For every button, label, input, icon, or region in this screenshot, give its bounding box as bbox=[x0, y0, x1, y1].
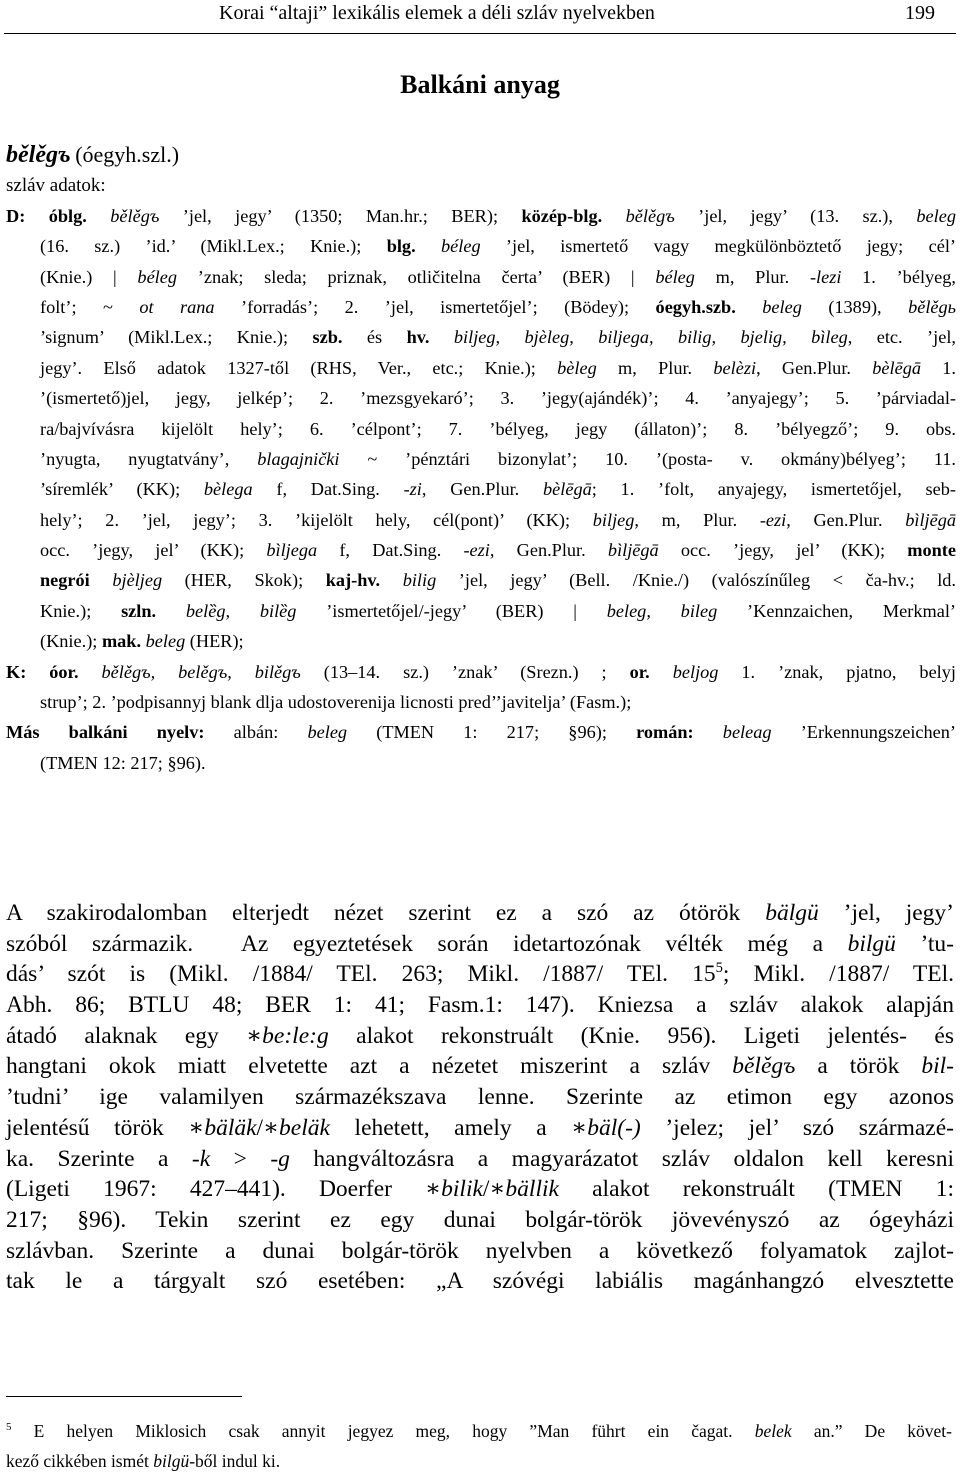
footnote bbox=[6, 1416, 952, 1476]
entry-line: ra/bajvívásra kijelölt hely’; 6. ’célpont’; 7. ’bélyeg, jegy (állaton)’; 8. ’bélyegző’; 9. obs. bbox=[40, 418, 956, 439]
entry-line: Más balkáni nyelv: albán: beleg (TMEN 1: 217; §96); román: beleag ’Erkennungszeichen’ bbox=[6, 722, 957, 743]
footnote-line: $^5$ E helyen Miklosich csak annyit jegyez meg, hogy ”Man führt ein čagat. belek an.” De követ- bbox=[6, 1421, 952, 1441]
entry-line: hely’; 2. ’jel, jegy’; 3. ’kijelölt hely, cél(pont)’ (KK); biljeg, m, Plur. -ezi, Gen.Plur. bìljēgā bbox=[40, 509, 956, 530]
entry-line: (16. sz.) ’id.’ (Mikl.Lex.; Knie.); blg. béleg ’jel, ismertető vagy megkülönböztető jegy; cél’ bbox=[40, 236, 956, 257]
entry-line: ’síremlék’ (KK); bèlega f, Dat.Sing. -zi, Gen.Plur. bèlēgā; 1. ’folt, anyajegy, ismertetőjel, seb- bbox=[40, 479, 956, 500]
body-line: dás’ szót is (Mikl. /1884/ TEl. 263; Mikl. /1887/ TEl. $15^5$; Mikl. /1887/ TEl. bbox=[6, 960, 954, 988]
entry-line: ’(ismertető)jel, jegy, jelkép’; 2. ’mezsgyekaró’; 3. ’jegy(ajándék)’; 4. ’anyajegy’; 5. ’párviadal- bbox=[40, 388, 956, 409]
body-line: szlávban. Szerinte a dunai bolgár-török nyelvben a következő folyamatok zajlot- bbox=[6, 1237, 954, 1264]
body-line: szóból származik. Az egyeztetések során idetartozónak vélték még a bilgü ’tu- bbox=[6, 930, 954, 957]
entry-line: D: óblg. bělěgъ ’jel, jegy’ (1350; Man.hr.; BER); közép-blg. bělěgъ ’jel, jegy’ (13. sz.), beleg bbox=[6, 205, 956, 226]
footnote-rule bbox=[6, 1396, 242, 1397]
entry-line: ’nyugta, nyugtatvány’, blagajnički ~ ’pénztári bizonylat’; 10. ’(posta- v. okmány)bélyeg’; 11. bbox=[40, 448, 956, 469]
entry-line: (Knie.) | béleg ’znak; sleda; priznak, otličitelna čerta’ (BER) | béleg m, Plur. -lezi 1. ’bélyeg, bbox=[40, 266, 956, 287]
entry-line: ’signum’ (Mikl.Lex.; Knie.); szb. és hv. biljeg, bjèleg, biljega, bilig, bjelig, bìleg, etc. ’jel, bbox=[40, 327, 956, 348]
entry-line: strup’; 2. ’podpisannyj blank dlja udostoverenija licnosti pred’’javitelja’ (Fasm.); bbox=[40, 692, 632, 713]
entry-line: (Knie.); mak. beleg (HER); bbox=[40, 631, 244, 652]
header-rule bbox=[4, 33, 956, 34]
page-header bbox=[0, 0, 960, 38]
entry-line: occ. ’jegy, jel’ (KK); bìljega f, Dat.Sing. -ezi, Gen.Plur. bìljēgā occ. ’jegy, jel’ (KK); monte bbox=[40, 540, 957, 561]
running-title: Korai “altaji” lexikális elemek a déli szláv nyelvekben bbox=[219, 2, 655, 24]
body-line: ’tudni’ ige valamilyen származékszava lenne. Szerinte az etimon egy azonos bbox=[6, 1084, 954, 1111]
entry-line: bělěgъ (óegyh.szl.) bbox=[6, 142, 180, 168]
dictionary-entry bbox=[6, 140, 956, 778]
body-line: ka. Szerinte a -k > -g hangváltozásra a magyarázatot szláv oldalon kell keresni bbox=[6, 1145, 954, 1172]
body-line: 217; §96). Tekin szerint ez egy dunai bolgár-török jövevényszó az ógeyházi bbox=[6, 1206, 954, 1233]
section-title bbox=[0, 70, 960, 100]
entry-line: jegy’. Első adatok 1327-től (RHS, Ver., etc.; Knie.); bèleg m, Plur. belèzi, Gen.Plur. bèlēgā 1. bbox=[40, 357, 956, 378]
body-line: hangtani okok miatt elvetette azt a nézetet miszerint a szláv bělěgъ a török bil- bbox=[6, 1053, 954, 1080]
body-line: jelentésű török ∗bäläk/∗beläk lehetett, amely a ∗bäl(-) ’jelez; jel’ szó származé- bbox=[6, 1114, 954, 1141]
body-line: tak le a tárgyalt szó esetében: „A szóvégi labiális magánhangzó elvesztette bbox=[6, 1268, 954, 1295]
body-line: Abh. 86; BTLU 48; BER 1: 41; Fasm.1: 147). Kniezsa a szláv alakok alapján bbox=[6, 992, 954, 1019]
section-title-text: Balkáni anyag bbox=[400, 70, 560, 99]
body-line: A szakirodalomban elterjedt nézet szerint ez a szó az ótörök bälgü ’jel, jegy’ bbox=[6, 900, 955, 926]
body-text bbox=[6, 898, 954, 1297]
body-line: átadó alaknak egy ∗be:le:g alakot rekonstruált (Knie. 956). Ligeti jelentés- és bbox=[6, 1022, 955, 1049]
entry-line: szláv adatok: bbox=[6, 175, 106, 197]
entry-line: folt’; ~ ot rana ’forradás’; 2. ’jel, ismertetőjel’; (Bödey); óegyh.szb. beleg (1389), bělěgь bbox=[40, 296, 956, 317]
entry-line: Knie.); szln. belȅg, bilȅg ’ismertetőjel/-jegy’ (BER) | beleg, bileg ’Kennzaichen, Merkmal’ bbox=[40, 600, 956, 621]
footnote-line: kező cikkében ismét bilgü-ből indul ki. bbox=[6, 1451, 281, 1471]
entry-line: (TMEN 12: 217; §96). bbox=[40, 752, 206, 773]
page-number: 199 bbox=[905, 2, 935, 24]
body-line: (Ligeti 1967: 427–441). Doerfer ∗bilik/∗bällik alakot rekonstruált (TMEN 1: bbox=[6, 1176, 954, 1203]
entry-line: negrói bjèljeg (HER, Skok); kaj-hv. bilig ’jel, jegy’ (Bell. /Knie./) (valószínűleg < ča-hv.; ld. bbox=[40, 570, 957, 591]
entry-line: K: óor. bělěgъ, belěgъ, bilěgъ (13–14. sz.) ’znak’ (Srezn.) ; or. beljog 1. ’znak, pjatno, belyj bbox=[6, 661, 956, 682]
